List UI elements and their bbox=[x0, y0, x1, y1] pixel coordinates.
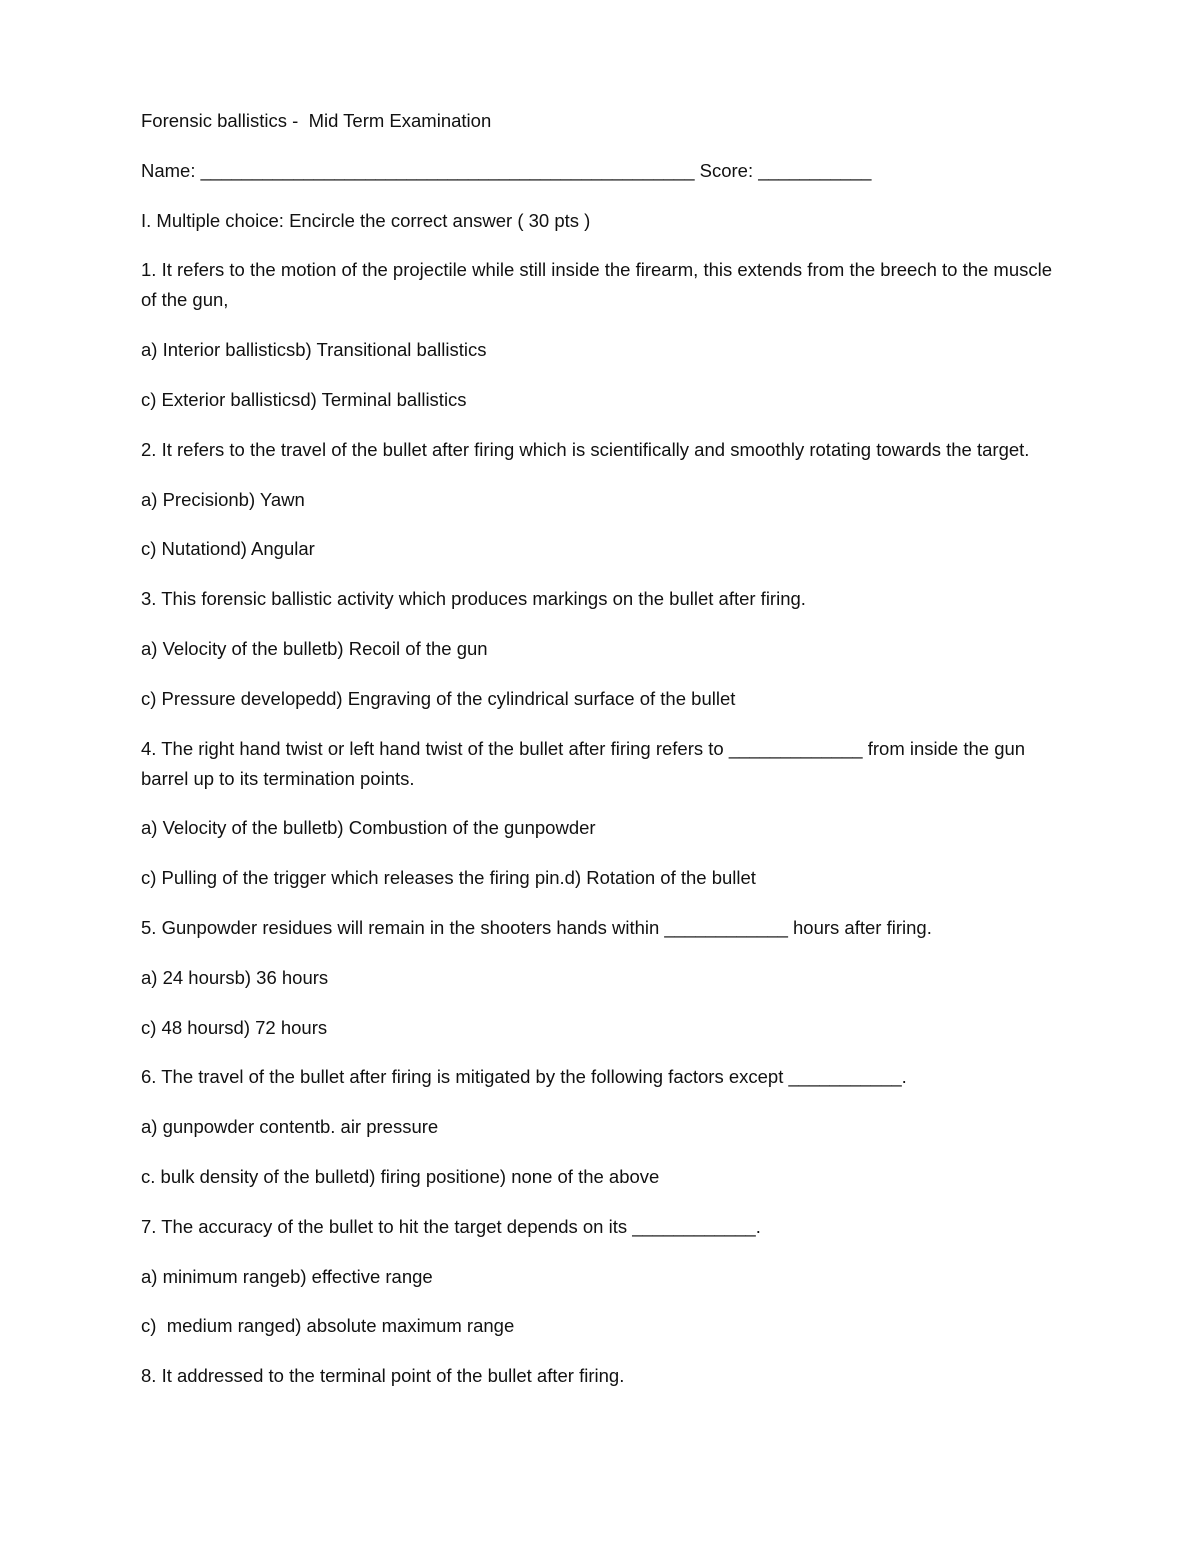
question-1-options-ab: a) Interior ballisticsb) Transitional ballistics bbox=[141, 339, 487, 361]
question-1-options-cd: c) Exterior ballisticsd) Terminal ballistics bbox=[141, 388, 467, 410]
question-5: 5. Gunpowder residues will remain in the shooters hands within ____________ hours after firing. bbox=[141, 916, 932, 938]
question-4-options-cd: c) Pulling of the trigger which releases the firing pin.d) Rotation of the bullet bbox=[141, 867, 756, 889]
section-heading: I. Multiple choice: Encircle the correct answer ( 30 pts ) bbox=[141, 209, 591, 231]
question-3: 3. This forensic ballistic activity which produces markings on the bullet after firing. bbox=[141, 588, 806, 610]
question-2: 2. It refers to the travel of the bullet after firing which is scientifically and smoothly rotating towards the target. bbox=[141, 438, 1030, 460]
document-title: Forensic ballistics - Mid Term Examination bbox=[141, 110, 492, 131]
question-4: 4. The right hand twist or left hand twist of the bullet after firing refers to _____________ from inside the gun barrel up to its termination points. bbox=[141, 737, 1031, 789]
question-2-options-cd: c) Nutationd) Angular bbox=[141, 538, 315, 560]
question-7: 7. The accuracy of the bullet to hit the target depends on its ____________. bbox=[141, 1215, 761, 1237]
question-6-options-ab: a) gunpowder contentb. air pressure bbox=[141, 1116, 439, 1138]
name-score-line: Name: ________________________________________________ Score: ___________ bbox=[141, 159, 872, 181]
question-8: 8. It addressed to the terminal point of the bullet after firing. bbox=[141, 1365, 625, 1387]
question-3-options-cd: c) Pressure developedd) Engraving of the cylindrical surface of the bullet bbox=[141, 687, 736, 709]
question-5-options-ab: a) 24 hoursb) 36 hours bbox=[141, 966, 329, 988]
document-content bbox=[141, 106, 1059, 1411]
question-1: 1. It refers to the motion of the projectile while still inside the firearm, this extends from the breech to the muscle of the gun, bbox=[141, 259, 1058, 311]
question-5-options-cd: c) 48 hoursd) 72 hours bbox=[141, 1016, 328, 1038]
question-7-options-ab: a) minimum rangeb) effective range bbox=[141, 1265, 433, 1287]
question-6-options-cde: c. bulk density of the bulletd) firing positione) none of the above bbox=[141, 1165, 660, 1187]
question-2-options-ab: a) Precisionb) Yawn bbox=[141, 488, 305, 510]
question-6: 6. The travel of the bullet after firing is mitigated by the following factors except ___________. bbox=[141, 1066, 907, 1088]
question-7-options-cd: c) medium ranged) absolute maximum range bbox=[141, 1315, 515, 1337]
question-3-options-ab: a) Velocity of the bulletb) Recoil of the gun bbox=[141, 637, 488, 659]
question-4-options-ab: a) Velocity of the bulletb) Combustion of the gunpowder bbox=[141, 817, 596, 839]
